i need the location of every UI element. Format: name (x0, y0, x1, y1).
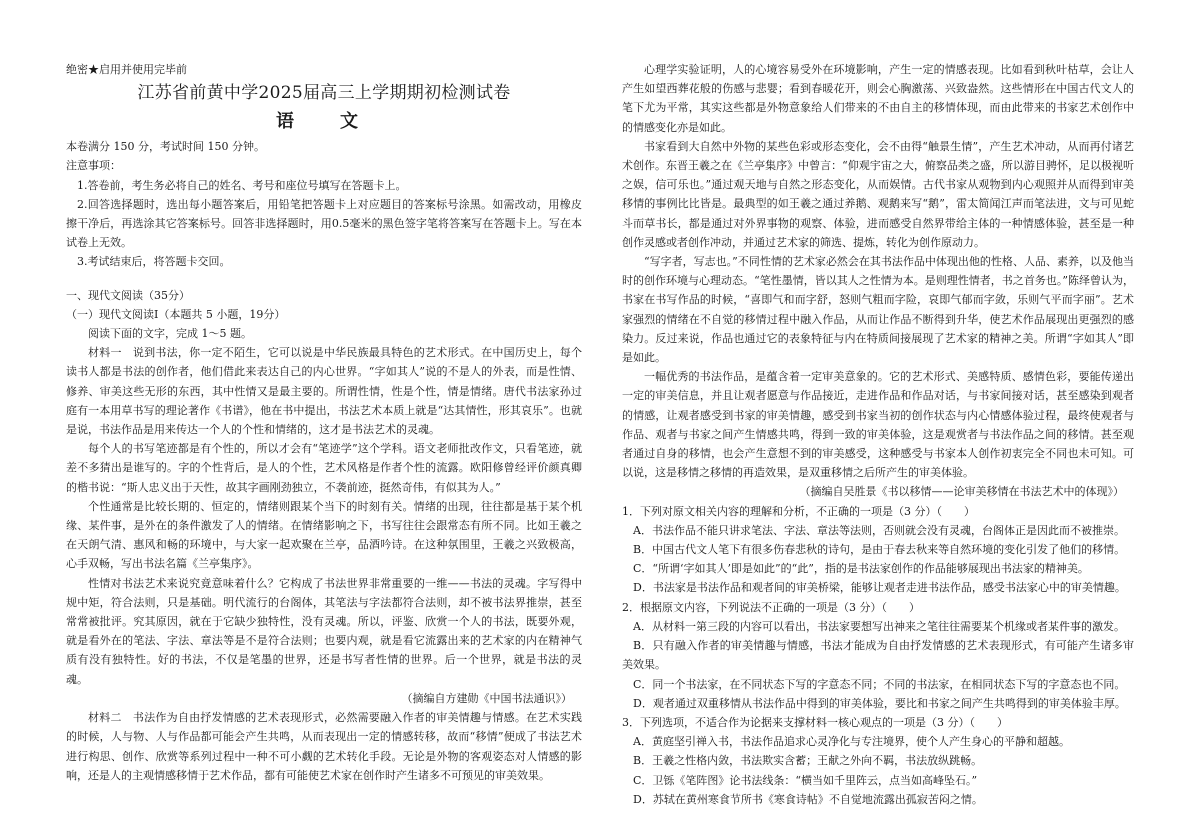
exam-title: 江苏省前黄中学2025届高三上学期期初检测试卷 (137, 83, 511, 104)
question-stem: 1．下列对原文相关内容的理解和分析，不正确的一项是（3 分）（ ） (622, 504, 975, 518)
question-option: C．同一个书法家，在不同状态下写的字意态不同；不同的书法家，在相同状态下写的字意态也不同。 (633, 677, 1126, 691)
question-option: B．王羲之性格内敛，书法欺实含蓄；王献之外向不羁，书法放纵跳畅。 (633, 754, 983, 768)
question-stem: 2．根据原文内容，下列说法不正确的一项是（3 分）（ ） (622, 600, 920, 614)
material2-paragraph: 心理学实验证明，人的心境容易受外在环境影响，产生一定的情感表现。比如看到秋叶枯草，会让人产生如望西葬花般的伤感与悲婴；看到春暖花开，则会心胸激荡、兴致盎然。这些情形在中国古代文人的笔下尤为平常，其实这些都是外物意象给人们带来的不由自主的移情体现，而由此带来的书家艺术创作中的情感变化亦是如此。 (622, 63, 1134, 134)
notice-item: 3.考试结束后，将答题卡交回。 (77, 255, 231, 269)
secret-mark: 绝密★启用并使用完毕前 (66, 63, 187, 76)
question-option: D．苏轼在黄州寒食节所书《寒食诗帖》不自觉地流露出孤寂苦闷之情。 (633, 792, 983, 806)
question-option: D．观者通过双重移情从书法作品中得到的审美体验，要比和书家之间产生共鸣得到的审美体验丰厚。 (633, 696, 1126, 710)
material1-paragraph: 个性通常是比较长期的、恒定的，情绪则跟某个当下的时刻有关。情绪的出现，往往都是基于某个机缘、某件事，是外在的条件激发了人的情绪。在情绪影响之下，书写往往会跟常态有所不同。比如王羲之在天朗气清、惠风和畅的环境中，与大家一起欢聚在兰亭，品酒吟诗。在这种氛围里，王羲之兴致极高，心手双畅，写出书法名篇《兰亭集序》。 (66, 499, 582, 571)
section-title: 一、现代文阅读（35分） (66, 288, 190, 302)
question-option: B．中国古代文人笔下有很多伤春悲秋的诗句，是由于春去秋来等自然环境的变化引发了他们的移情。 (633, 543, 1126, 557)
question-option: B．只有融入作者的审美情趣与情感，书法才能成为自由抒发情感的艺术表现形式，有可能产生诸多审美效果。 (622, 639, 1134, 672)
notice-item: 2.回答选择题时，选出每小题答案后，用铅笔把答题卡上对应题目的答案标号涂黑。如需改动，用橡皮擦干净后，再选涂其它答案标号。回答非选择题时，用0.5毫米的黑色签字笔将答案写在答题卡上。写在本试卷上无效。 (66, 197, 582, 250)
question-option: A．书法作品不能只讲求笔法、字法、章法等法则，否则就会没有灵魂，台阁体正是因此而不被推崇。 (633, 523, 1125, 537)
spacer (66, 272, 582, 286)
material2-paragraph: 材料二 书法作为自由抒发情感的艺术表现形式，必然需要融入作者的审美情趣与情感。在艺术实践的时候，人与物、人与作品都可能会产生共鸣，从而表现出一定的情感转移，故而“移情”便成了书法艺术进行构思、创作、欣赏等系列过程中一种不可小觑的艺术转化手段。无论是外物的客观姿态对人情感的影响，还是人的主观情感移情于艺术作品，都有可能使艺术家在创作时产生诸多不可预见的审美效果。 (66, 711, 582, 782)
material2-paragraph: 书家看到大自然中外物的某些色彩或形态变化，会不由得“触景生情”，产生艺术冲动，从而再付诸艺术创作。东晋王羲之在《兰亭集序》中曾言：“仰观宇宙之大，俯察品类之盛，所以游目骋怀，足以极视听之娱，信可乐也。”通过观天地与自然之形态变化，从而娱情。古代书家从观物到内心观照并从而得到审美移情的事例比比皆是。最典型的如王羲之通过养鹅、观鹅来写“鹅”，雷太简闻江声而笔法进，文与可见蛇斗而草书长，都是通过对外界事物的观察、体验，进而感受自然界带给主体的一种情感体验，甚至是一种创作灵感或者创作冲动，并通过艺术家的筛选、提炼，转化为创作原动力。 (622, 139, 1134, 249)
material1-paragraph: 每个人的书写笔迹都是有个性的，所以才会有“笔迹学”这个学科。语文老师批改作文，只看笔迹，就差不多猜出是谁写的。字的个性背后，是人的个性，艺术风格是作者个性的流露。欧阳修曾经评价颜真卿的楷书说：“斯人忠义出于天性，故其字画刚劲独立，不袭前迹，挺然奇伟，有似其为人。” (66, 442, 582, 494)
notice-title: 注意事项： (66, 159, 121, 173)
reading-instruction: 阅读下面的文字，完成 1～5 题。 (88, 327, 252, 341)
subject-title: 语 文 (276, 111, 372, 133)
notice-item: 1.答卷前，考生务必将自己的姓名、考号和座位号填写在答题卡上。 (77, 178, 407, 192)
source-citation: （摘编自方建勋《中国书法通识》） (401, 691, 572, 705)
question-option: A．从材料一第三段的内容可以看出，书法家要想写出神来之笔往往需要某个机缘或者某件事的激发。 (633, 619, 1125, 633)
score-info: 本卷满分 150 分，考试时间 150 分钟。 (66, 140, 265, 154)
question-option: C．卫铄《笔阵图》论书法线条：“横当如千里阵云，点当如高峰坠石。” (633, 773, 978, 787)
material2-paragraph: 一幅优秀的书法作品，是蕴含着一定审美意象的。它的艺术形式、美感特质、感情色彩，要能传递出一定的审美信息，并且让观者愿意与作品接近，走进作品和作品对话，与书家间接对话，甚至感染到观者的情感，让观者感受到书家的审美情趣，感受到书家当初的创作状态与内心情感体验过程，最终使观者与作品、观者与书家之间产生情感共鸣，得到一致的审美体验，这是观赏者与书法作品之间的移情。甚至观者通过自身的移情，也会产生意想不到的审美感受，这种感受与书家本人创作初衷完全不同也未可知。可以说，这是移情之移情的再造效果，是双重移情之后所产生的审美体验。 (622, 370, 1134, 480)
source-citation: （摘编自吴胜景《书以移情——论审美移情在书法艺术中的体现》） (799, 485, 1124, 499)
material1-paragraph: 材料一 说到书法，你一定不陌生，它可以说是中华民族最具特色的艺术形式。在中国历史上，每个读书人都是书法的创作者，他们借此来表达自己的内心世界。“字如其人”说的不是人的外表，而是性情、修养、审美这些无形的东西，其中性情又是最主要的。所谓性情，性是个性，情是情绪。唐代书法家孙过庭有一本用草书写的理论著作《书谱》，他在书中提出，书法艺术本质上就是“达其情性，形其哀乐”。也就是说，书法作品是用来传达一个人的个性和情绪的，这才是书法艺术的灵魂。 (66, 346, 582, 437)
left-column (66, 60, 582, 785)
right-column (622, 60, 1134, 809)
question-option: D．书法家是书法作品和观者间的审美桥梁，能够让观者走进书法作品，感受书法家心中的审美情趣。 (633, 581, 1126, 595)
question-option: C．“所谓‘字如其人’即是如此”的“此”，指的是书法家创作的作品能够展现出书法家的精神美。 (633, 562, 1089, 576)
subsection-title: （一）现代文阅读Ⅰ（本题共 5 小题，19分） (66, 307, 286, 321)
question-stem: 3．下列选项，不适合作为论据来支撑材料一核心观点的一项是（3 分）（ ） (622, 715, 1008, 729)
material2-paragraph: “写字者，写志也。”不同性情的艺术家必然会在其书法作品中体现出他的性格、人品、素养，以及他当时的创作环境与心理动态。“笔性墨情，皆以其人之性情为本。是则理性情者，书之首务也。”陈绎曾认为，书家在书写作品的时候，“喜即气和而字舒，怒则气粗而字险，哀即气郁而字敛，乐则气平而字丽”。艺术家强烈的情绪在不自觉的移情过程中融入作品，从而让作品不断得到升华，使艺术作品展现出更强烈的感染力。反过来说，作品也通过它的表象特征与内在特质间接展现了艺术家的精神之美。所谓“字如其人”即是如此。 (622, 255, 1134, 365)
question-option: A．黄庭坚引禅入书，书法作品追求心灵净化与专注境界，使个人产生身心的平静和超越。 (633, 735, 1070, 749)
material1-paragraph: 性情对书法艺术来说究竟意味着什么？它构成了书法世界非常重要的一维——书法的灵魂。字写得中规中矩，符合法则，只是基础。明代流行的台阁体，其笔法与字法都符合法则，却不被书法界推崇，甚至常常被批评。究其原因，就在于它缺少独特性，没有灵魂。所以，评鉴、欣赏一个人的书法，既要外观，就是看外在的笔法、字法、章法等是不是符合法则；也要内观，就是看它流露出来的艺术家的内在精神气质有没有独特性。好的书法，不仅是笔墨的世界，还是书写者性情的世界。后一个世界，就是书法的灵魂。 (66, 576, 582, 686)
